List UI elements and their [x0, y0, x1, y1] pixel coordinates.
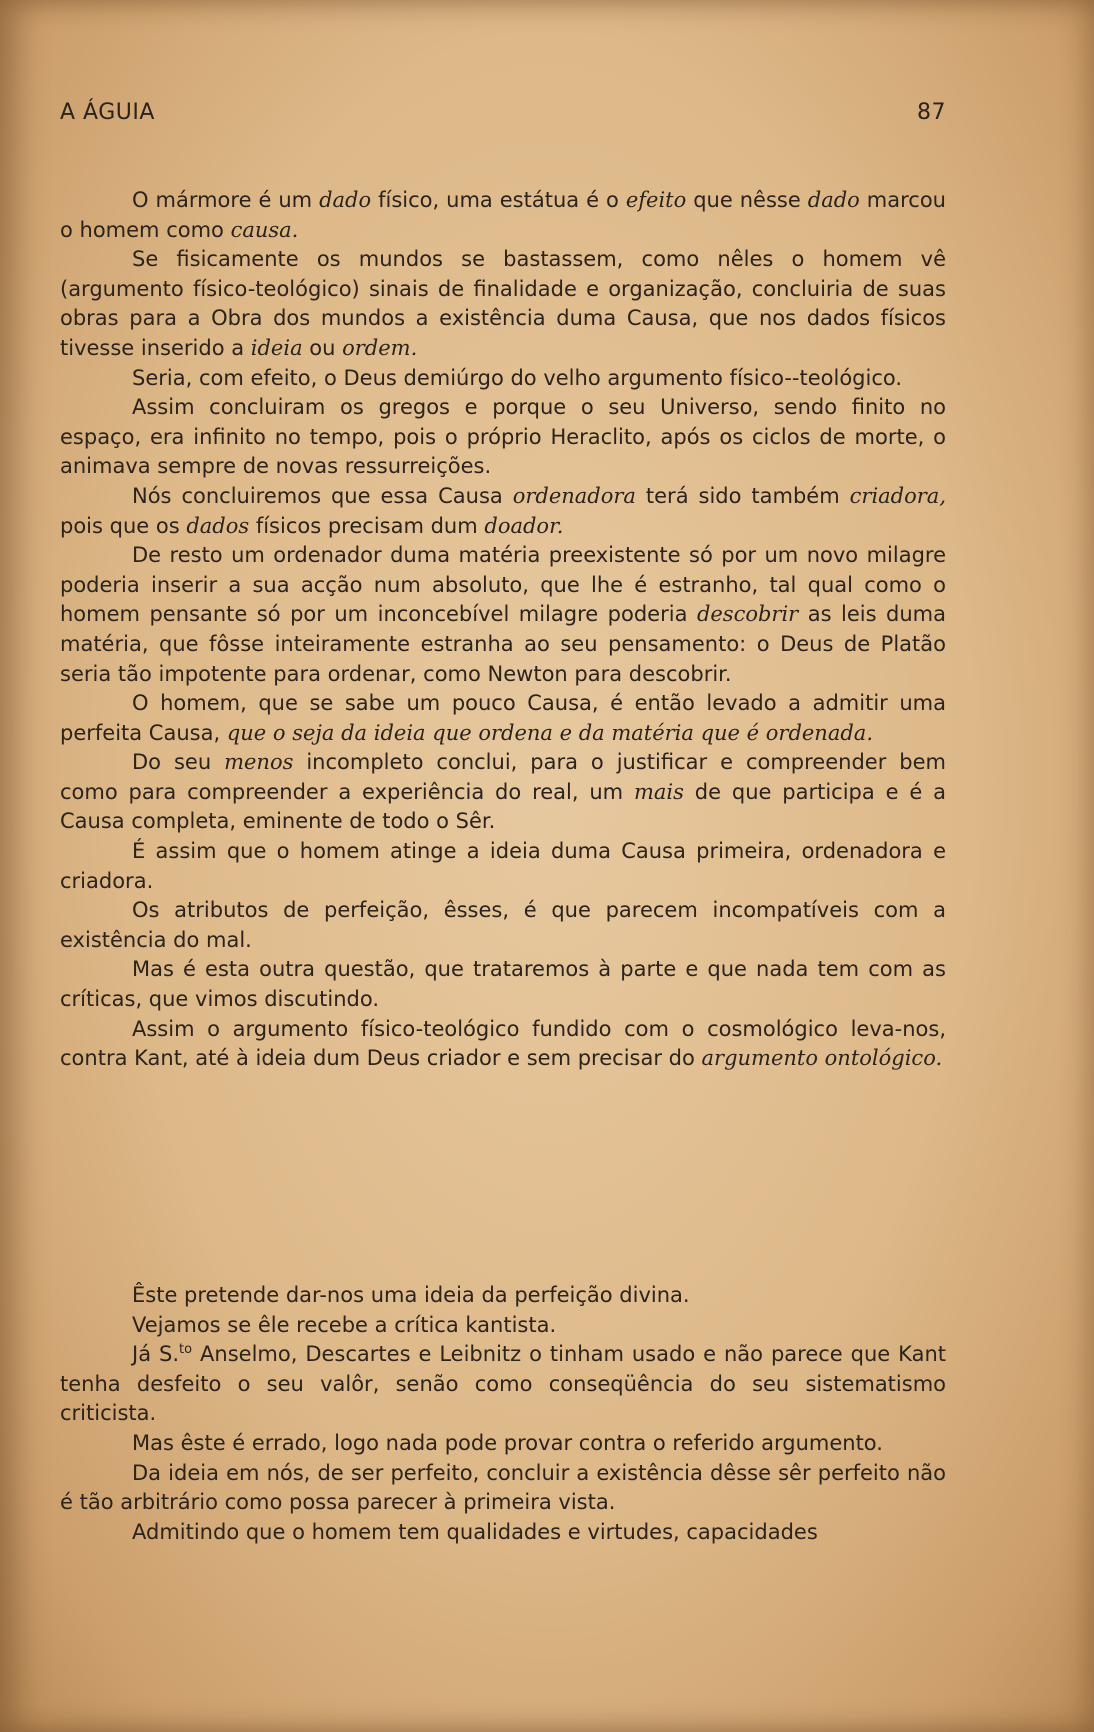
text-span: ou	[302, 335, 343, 360]
paragraph	[60, 393, 946, 482]
paragraph	[60, 245, 946, 363]
paragraph	[60, 1459, 946, 1518]
italic-span: efeito	[625, 188, 687, 212]
text-span: Seria, com efeito, o Deus demiúrgo do velho argumento físico--teológico.	[132, 365, 903, 390]
paragraph	[60, 482, 946, 541]
paragraph	[60, 896, 946, 955]
page-number: 87	[917, 100, 946, 125]
text-span: Os atributos de perfeição, êsses, é que parecem incompatíveis com a existência do mal.	[60, 898, 946, 952]
text-span: físico, uma estátua é o	[371, 188, 626, 212]
text-span: O mármore é um	[132, 188, 320, 212]
italic-span: doador.	[484, 513, 564, 538]
running-header	[60, 100, 946, 130]
italic-span: criadora,	[849, 483, 946, 508]
text-span: Mas êste é errado, logo nada pode provar contra o referido argumento.	[132, 1430, 883, 1455]
paragraph	[60, 748, 946, 837]
italic-span: dados	[186, 513, 250, 538]
italic-span: ordem.	[342, 335, 418, 360]
superscript: to	[179, 1342, 193, 1358]
text-span: Já S.	[132, 1342, 180, 1367]
text-span: Nós concluiremos que essa Causa	[132, 483, 513, 508]
paragraph	[60, 837, 946, 896]
text-span: Anselmo, Descartes e Leibnitz o tinham usado e não parece que Kant tenha desfeito o seu valôr, senão como conseqüência do seu sistematismo criticista.	[60, 1342, 946, 1426]
text-span: Êste pretende dar-nos uma ideia da perfeição divina.	[132, 1283, 690, 1307]
paragraph	[60, 1429, 946, 1459]
text-span: as leis duma matéria, que fôsse inteiramente estranha ao seu pensamento: o Deus de Platão seria tão impotente para ordenar, como Newton para descobrir.	[60, 602, 946, 686]
text-span: Da ideia em nós, de ser perfeito, concluir a existência dêsse sêr perfeito não é tão arbitrário como possa parecer à primeira vista.	[60, 1460, 946, 1515]
italic-span: menos	[224, 750, 294, 775]
text-span: pois que os	[60, 513, 187, 538]
text-span: incompleto conclui, para o justificar e compreender bem como para compreender a experiência do real, um	[60, 750, 946, 804]
text-span: De resto um ordenador duma matéria preexistente só por um novo milagre poderia inserir a sua acção num absoluto, que lhe é estranho, tal qual como o homem pensante só por um inconcebível milagre poderia	[60, 543, 946, 627]
text-span: Assim o argumento físico-teológico fundido com o cosmológico leva-nos, contra Kant, até à ideia dum Deus criador e sem precisar do	[60, 1016, 946, 1071]
text-span: marcou o homem como	[60, 188, 946, 242]
text-span: terá sido também	[635, 483, 850, 508]
text-span: de que participa e é a Causa completa, eminente de todo o Sêr.	[60, 779, 946, 834]
text-span: O homem, que se sabe um pouco Causa, é então levado a admitir uma perfeita Causa,	[60, 691, 946, 745]
text-span: Do seu	[132, 750, 225, 775]
italic-span: argumento ontológico.	[701, 1046, 943, 1071]
paragraph	[60, 1281, 946, 1311]
paragraph	[60, 541, 946, 689]
text-span: Assim concluiram os gregos e porque o seu Universo, sendo finito no espaço, era infinito no tempo, pois o próprio Heraclito, após os ciclos de morte, o animava sempre de novas ressurreições.	[60, 395, 946, 479]
text-span: físicos precisam dum	[249, 513, 485, 538]
paragraph	[60, 1340, 946, 1429]
paragraph	[60, 1015, 946, 1074]
text-span: Vejamos se êle recebe a crítica kantista.	[132, 1312, 557, 1337]
italic-span: ordenadora	[512, 483, 636, 508]
text-block-upper	[60, 186, 946, 1074]
text-span: É assim que o homem atinge a ideia duma Causa primeira, ordenadora e criadora.	[60, 839, 946, 893]
paragraph	[60, 955, 946, 1014]
italic-span: dado	[807, 188, 860, 212]
text-span: Mas é esta outra questão, que trataremos à parte e que nada tem com as críticas, que vimos discutindo.	[60, 957, 946, 1012]
italic-span: descobrir	[696, 602, 799, 627]
text-span: Se fisicamente os mundos se bastassem, como nêles o homem vê (argumento físico-teológico) sinais de finalidade e organização, concluiria de suas obras para a Obra dos mundos a existência duma Causa, que nos dados físicos tivesse inserido a	[60, 247, 946, 360]
paragraph	[60, 1311, 946, 1341]
text-span: Admitindo que o homem tem qualidades e virtudes, capacidades	[132, 1519, 818, 1544]
italic-span: mais	[634, 779, 684, 804]
text-block-lower	[60, 1281, 946, 1547]
paragraph	[60, 1518, 946, 1548]
italic-span: que o seja da ideia que ordena e da matéria que é ordenada.	[226, 720, 873, 745]
italic-span: causa.	[230, 217, 299, 242]
paragraph	[60, 364, 946, 394]
journal-title: A ÁGUIA	[60, 100, 155, 125]
text-span: que nêsse	[686, 188, 808, 212]
italic-span: dado	[319, 188, 372, 212]
italic-span: ideia	[250, 335, 303, 360]
paragraph	[60, 186, 946, 245]
paragraph	[60, 689, 946, 748]
